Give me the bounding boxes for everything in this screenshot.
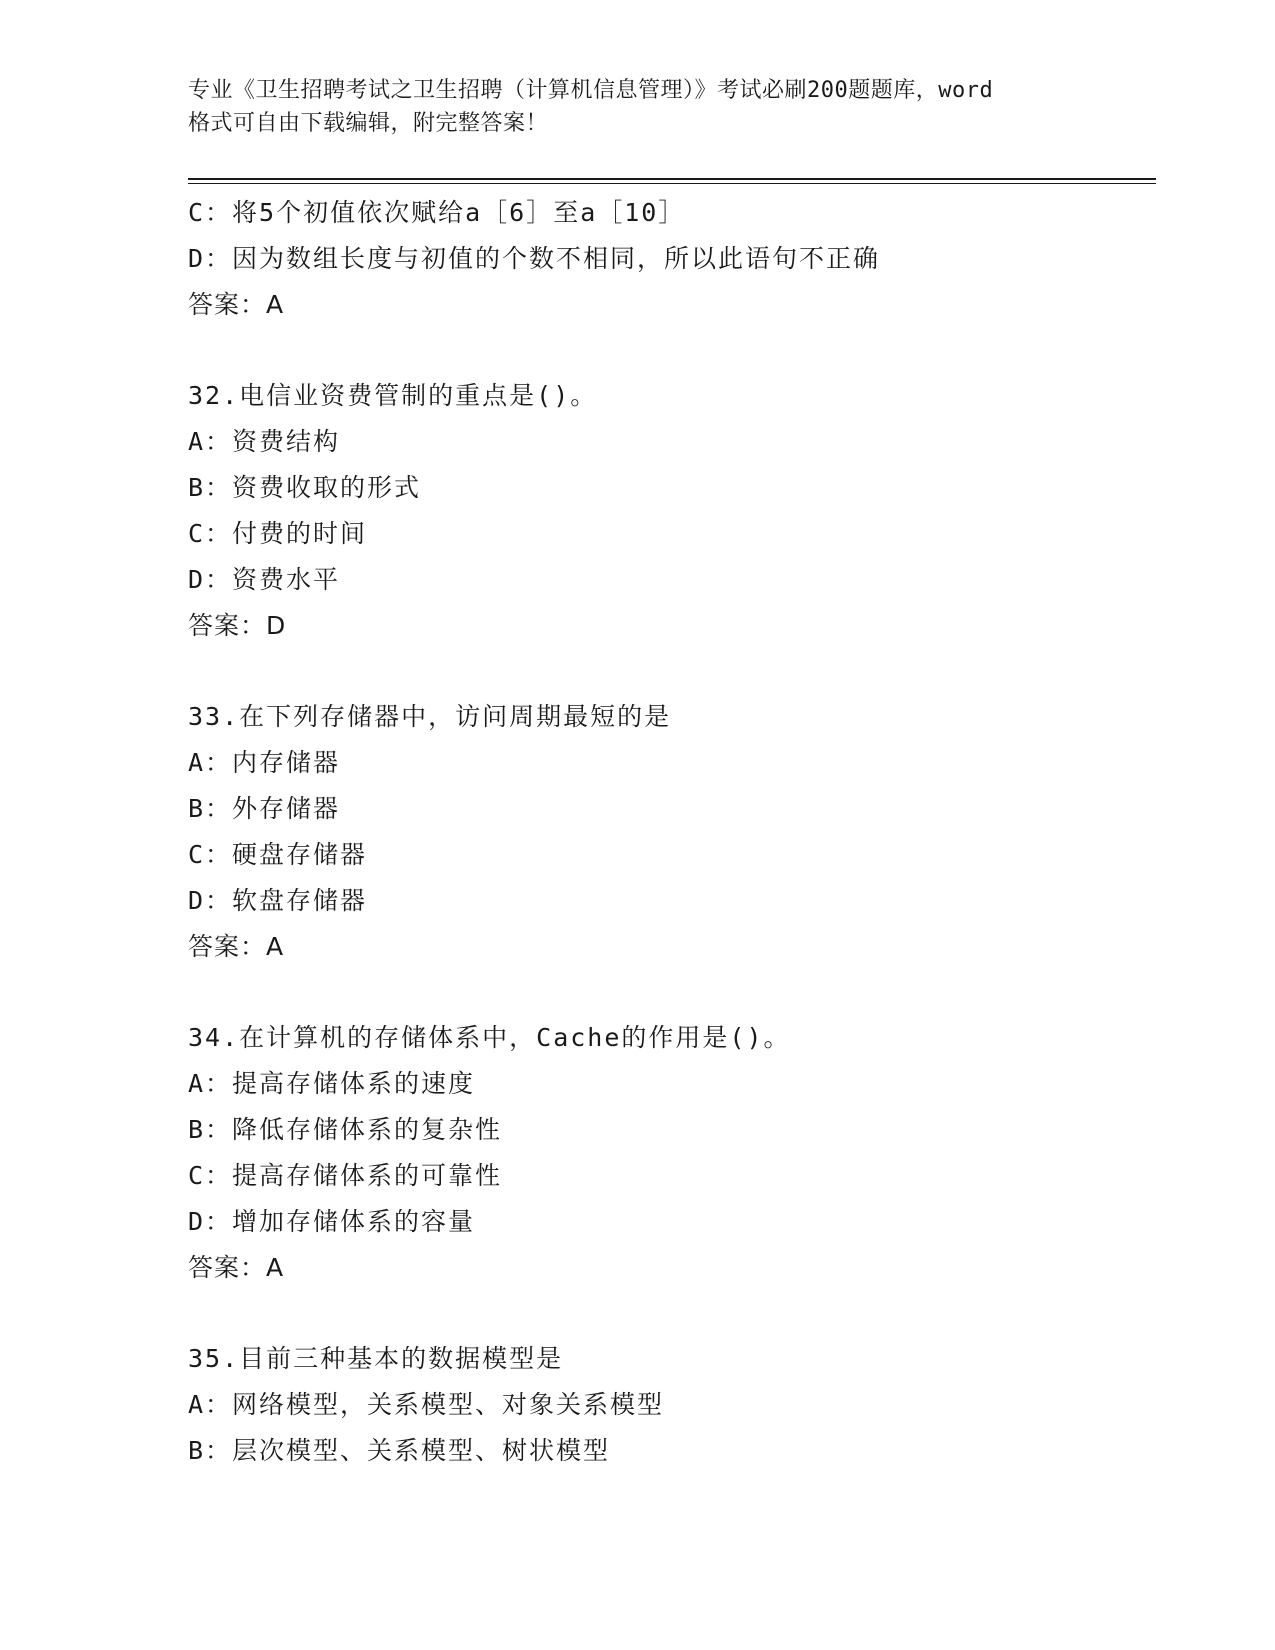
option-d: D：增加存储体系的容量 — [188, 1207, 476, 1236]
option-a: A：内存储器 — [188, 748, 341, 777]
question-stem: 35.目前三种基本的数据模型是 — [188, 1344, 564, 1373]
question-31-tail — [188, 190, 1148, 328]
option-d: D：软盘存储器 — [188, 886, 368, 915]
answer-line: 答案：A — [188, 290, 285, 319]
header-title-line-1: 专业《卫生招聘考试之卫生招聘（计算机信息管理）》考试必刷200题题库，word — [188, 78, 994, 103]
header-divider-thin — [188, 183, 1156, 184]
spacer — [188, 970, 1148, 1015]
answer-line: 答案：A — [188, 1253, 285, 1282]
header-title-line-2: 格式可自由下载编辑，附完整答案！ — [188, 111, 549, 136]
option-b: B：资费收取的形式 — [188, 473, 422, 502]
option-b: B：层次模型、关系模型、树状模型 — [188, 1436, 611, 1465]
option-a: A：提高存储体系的速度 — [188, 1069, 476, 1098]
spacer — [188, 649, 1148, 694]
question-stem: 34.在计算机的存储体系中，Cache的作用是()。 — [188, 1023, 791, 1052]
answer-line: 答案：D — [188, 611, 287, 640]
document-header — [188, 74, 1088, 140]
header-divider-thick — [188, 178, 1156, 180]
question-32 — [188, 373, 1148, 649]
question-33 — [188, 694, 1148, 970]
question-list — [188, 190, 1148, 1474]
answer-line: 答案：A — [188, 932, 285, 961]
question-stem: 32.电信业资费管制的重点是()。 — [188, 381, 598, 410]
option-b: B：外存储器 — [188, 794, 341, 823]
spacer — [188, 328, 1148, 373]
option-a: A：资费结构 — [188, 427, 341, 456]
option-c: C：硬盘存储器 — [188, 840, 368, 869]
option-c: C：将5个初值依次赋给a［6］至a［10］ — [188, 198, 686, 227]
option-a: A：网络模型，关系模型、对象关系模型 — [188, 1390, 665, 1419]
option-c: C：提高存储体系的可靠性 — [188, 1161, 503, 1190]
option-d: D：资费水平 — [188, 565, 341, 594]
option-c: C：付费的时间 — [188, 519, 368, 548]
question-35 — [188, 1336, 1148, 1474]
question-34 — [188, 1015, 1148, 1291]
question-stem: 33.在下列存储器中，访问周期最短的是 — [188, 702, 672, 731]
option-b: B：降低存储体系的复杂性 — [188, 1115, 503, 1144]
option-d: D：因为数组长度与初值的个数不相同，所以此语句不正确 — [188, 244, 881, 273]
spacer — [188, 1291, 1148, 1336]
